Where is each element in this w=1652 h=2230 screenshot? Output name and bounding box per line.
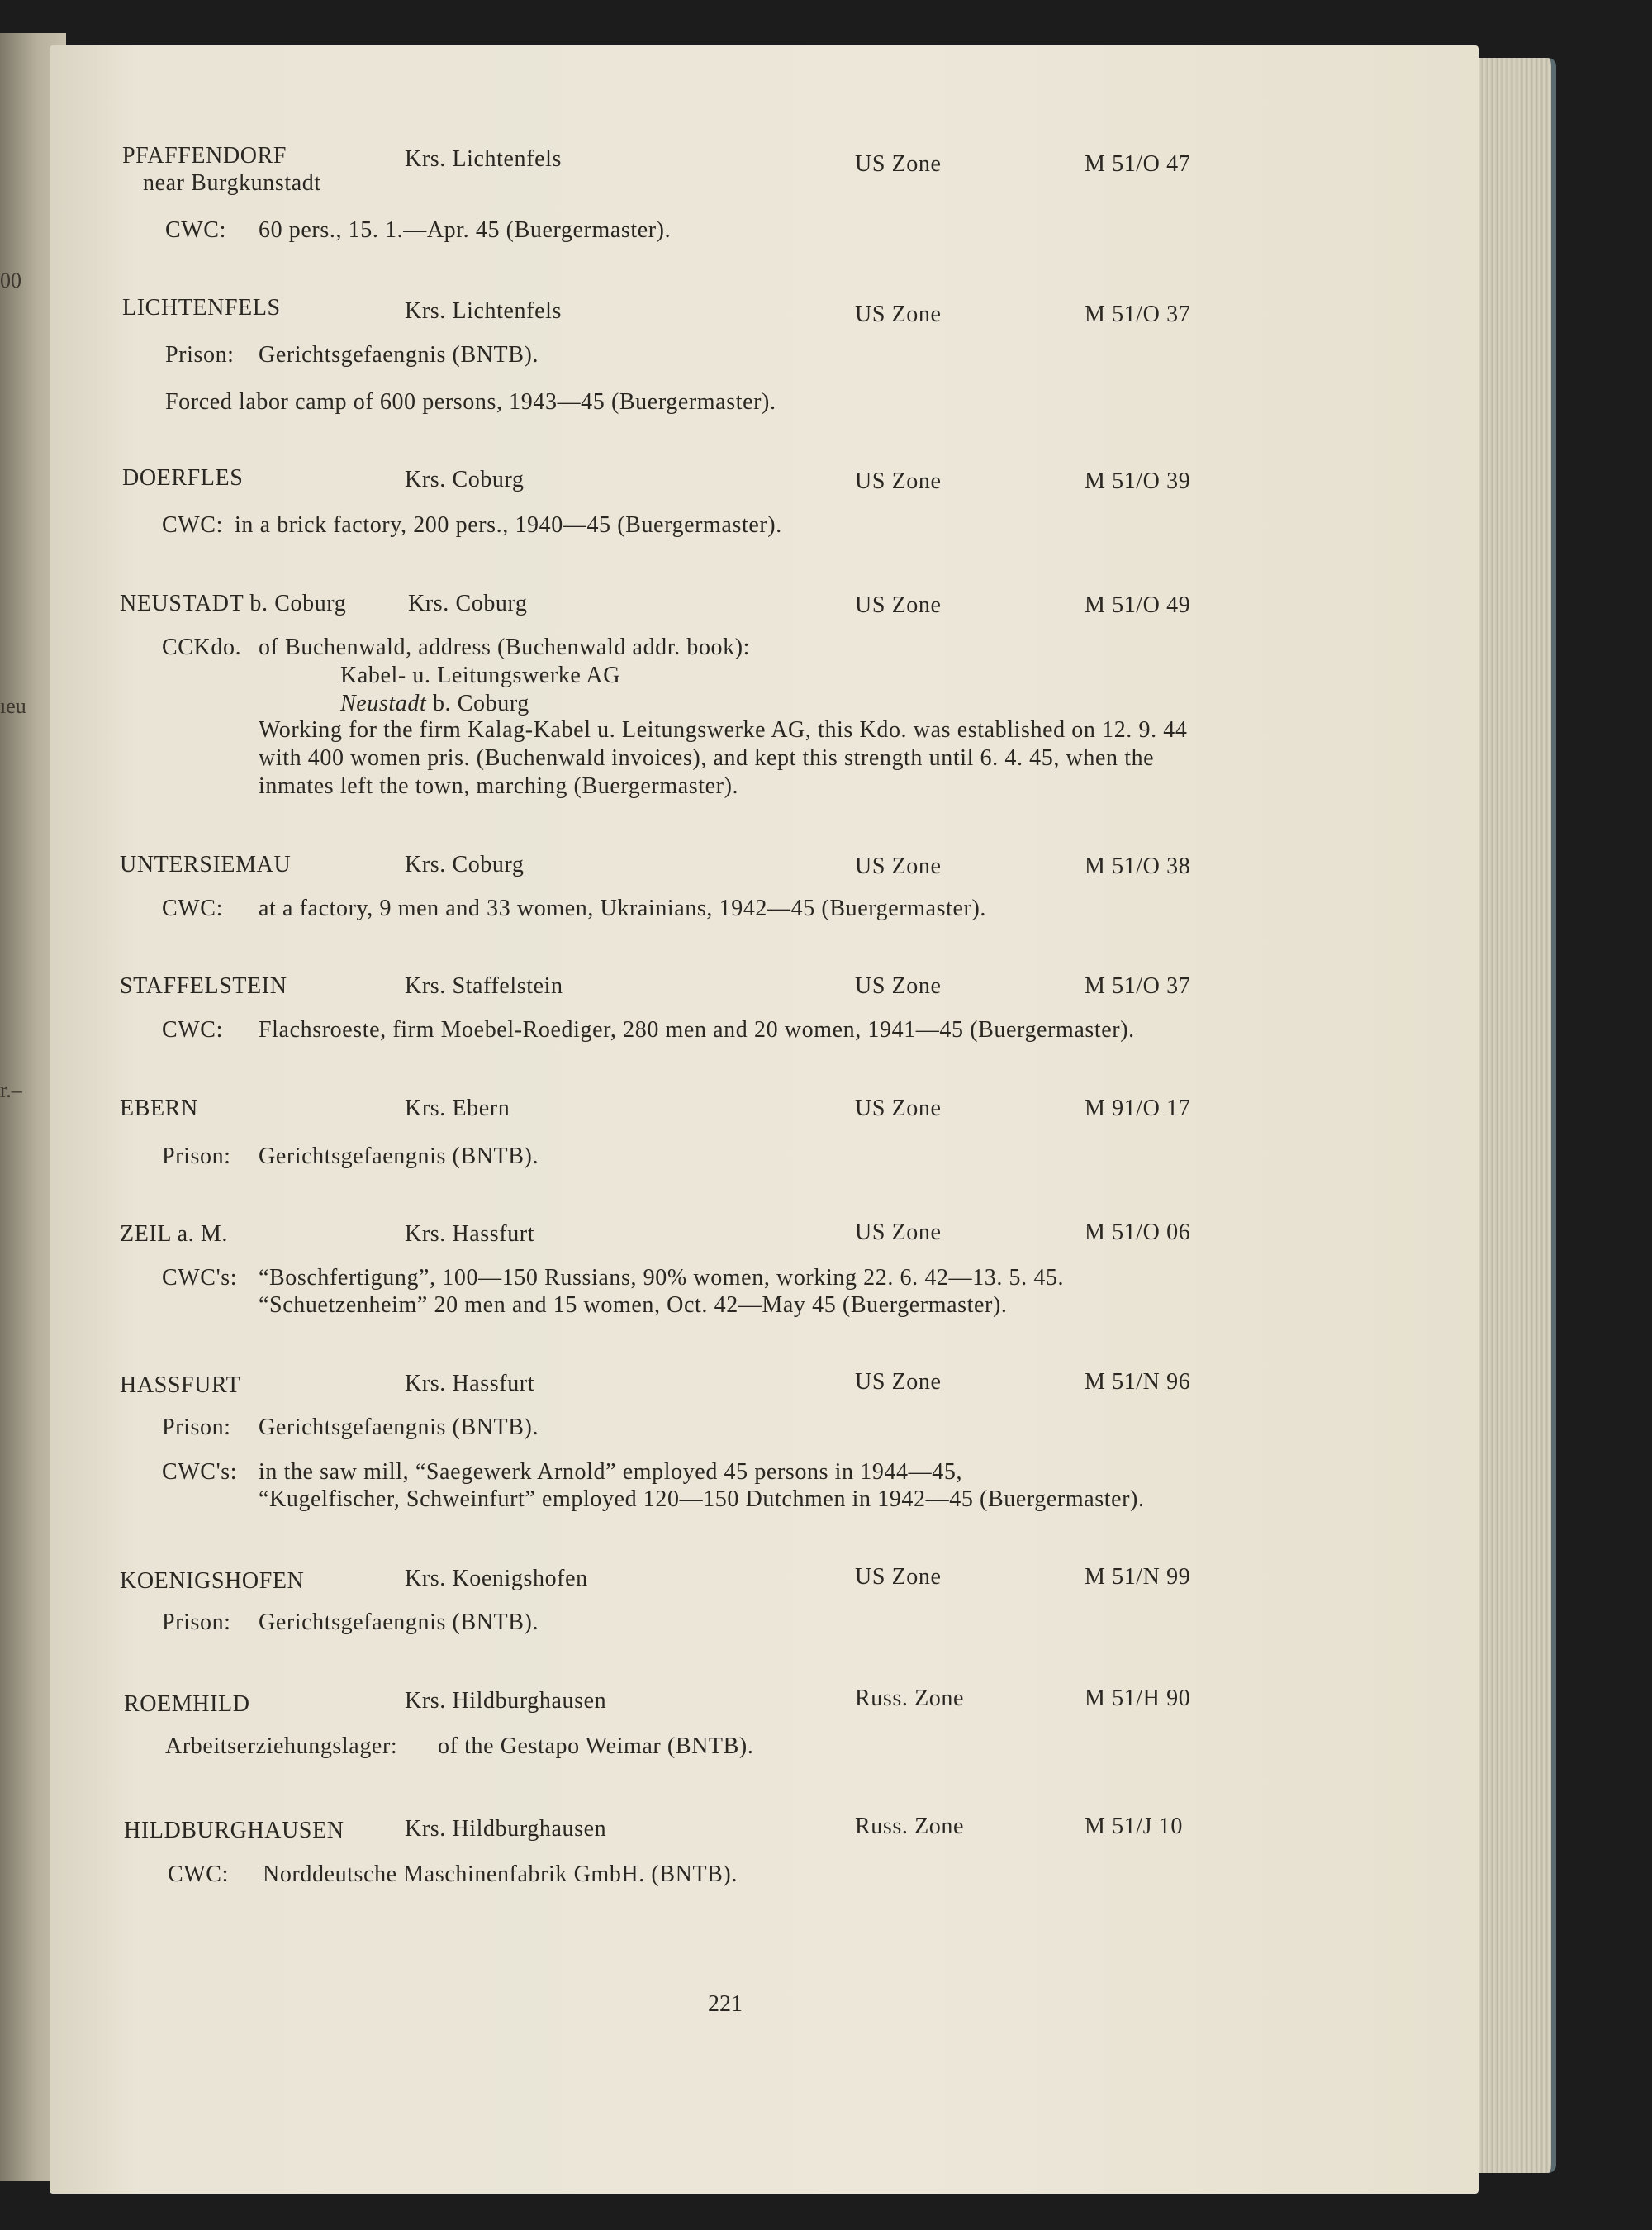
entry-detail-text-rest: b. Coburg [426, 691, 529, 716]
entry-detail-label: CWC: [162, 1017, 223, 1043]
entry-detail-text: “Kugelfischer, Schweinfurt” employed 120—150 Dutchmen in 1942—45 (Buergermaster). [259, 1486, 1145, 1512]
entry-map-ref: M 51/J 10 [1085, 1814, 1183, 1839]
entry-detail-text [340, 691, 529, 717]
entry-detail-text: of the Gestapo Weimar (BNTB). [438, 1733, 754, 1759]
entry-name: ZEIL a. M. [120, 1221, 228, 1247]
entry-zone: US Zone [855, 151, 942, 177]
entry-detail-text: with 400 women pris. (Buchenwald invoices), and kept this strength until 6. 4. 45, when the [259, 745, 1155, 771]
entry-zone: US Zone [855, 1220, 942, 1245]
entry-name: HASSFURT [120, 1372, 241, 1398]
prev-page-fragment: r.– [0, 1078, 22, 1102]
entry-detail-text: Flachsroeste, firm Moebel-Roediger, 280 men and 20 women, 1941—45 (Buergermaster). [259, 1017, 1135, 1043]
entry-name: NEUSTADT b. Coburg [120, 591, 347, 616]
entry-detail-text: in the saw mill, “Saegewerk Arnold” employed 45 persons in 1944—45, [259, 1459, 963, 1485]
entry-zone: US Zone [855, 853, 942, 879]
entry-detail-label: Prison: [165, 342, 235, 368]
entry-detail-text: “Schuetzenheim” 20 men and 15 women, Oct. 42—May 45 (Buergermaster). [259, 1292, 1008, 1318]
entry-district: Krs. Hildburghausen [405, 1688, 607, 1714]
entry-name: PFAFFENDORF [122, 143, 287, 169]
entry-map-ref: M 51/O 37 [1085, 973, 1191, 999]
entry-detail-label: CWC: [162, 512, 223, 538]
entry-map-ref: M 51/H 90 [1085, 1686, 1191, 1711]
entry-detail-text: Gerichtsgefaengnis (BNTB). [259, 1144, 539, 1169]
entry-detail-label: CWC: [162, 896, 223, 921]
entry-district: Krs. Coburg [408, 591, 528, 616]
entry-detail-label: CWC: [168, 1862, 229, 1887]
entry-detail-text: inmates left the town, marching (Buergermaster). [259, 773, 739, 799]
entry-zone: US Zone [855, 973, 942, 999]
entry-district: Krs. Ebern [405, 1096, 510, 1121]
entry-district: Krs. Hildburghausen [405, 1816, 607, 1842]
prev-page-fragment: 00 [0, 269, 21, 292]
entry-map-ref: M 51/O 38 [1085, 853, 1191, 879]
entry-name: LICHTENFELS [122, 295, 281, 321]
entry-map-ref: M 91/O 17 [1085, 1096, 1191, 1121]
entry-detail-text: Forced labor camp of 600 persons, 1943—45 (Buergermaster). [165, 389, 776, 415]
entry-zone: Russ. Zone [855, 1814, 964, 1839]
entry-detail-label: CWC's: [162, 1459, 238, 1485]
entry-map-ref: M 51/O 39 [1085, 468, 1191, 494]
entry-detail-label: CCKdo. [162, 635, 242, 660]
entry-detail-text: Gerichtsgefaengnis (BNTB). [259, 1415, 539, 1440]
entry-map-ref: M 51/O 37 [1085, 302, 1191, 327]
entry-name: KOENIGSHOFEN [120, 1568, 305, 1594]
entry-district: Krs. Lichtenfels [405, 146, 562, 172]
entry-detail-label: CWC's: [162, 1265, 238, 1291]
entry-detail-text: in a brick factory, 200 pers., 1940—45 (Buergermaster). [235, 512, 782, 538]
entry-district: Krs. Staffelstein [405, 973, 563, 999]
entry-map-ref: M 51/O 49 [1085, 592, 1191, 618]
entry-subname: near Burgkunstadt [143, 170, 321, 196]
entry-name: ROEMHILD [124, 1691, 250, 1717]
entry-zone: US Zone [855, 1096, 942, 1121]
entry-map-ref: M 51/N 96 [1085, 1369, 1191, 1395]
book-page-stack [1477, 58, 1556, 2173]
entry-detail-text: at a factory, 9 men and 33 women, Ukrainians, 1942—45 (Buergermaster). [259, 896, 986, 921]
entry-detail-text: “Boschfertigung”, 100—150 Russians, 90% women, working 22. 6. 42—13. 5. 45. [259, 1265, 1065, 1291]
entry-name: EBERN [120, 1096, 198, 1121]
page-number: 221 [708, 1991, 743, 2017]
entry-zone: US Zone [855, 468, 942, 494]
entry-zone: US Zone [855, 1564, 942, 1590]
entry-district: Krs. Coburg [405, 852, 525, 877]
entry-map-ref: M 51/O 06 [1085, 1220, 1191, 1245]
entry-detail-italic: Neustadt [340, 691, 427, 716]
entry-name: DOERFLES [122, 465, 244, 491]
prev-page-fragment: ıeu [0, 694, 26, 718]
entry-detail-label: CWC: [165, 217, 226, 243]
entry-map-ref: M 51/N 99 [1085, 1564, 1191, 1590]
entry-zone: US Zone [855, 592, 942, 618]
entry-zone: Russ. Zone [855, 1686, 964, 1711]
entry-name: UNTERSIEMAU [120, 852, 292, 877]
entry-name: HILDBURGHAUSEN [124, 1818, 344, 1843]
entry-detail-text: Gerichtsgefaengnis (BNTB). [259, 1609, 539, 1635]
entry-detail-text: Working for the firm Kalag-Kabel u. Leitungswerke AG, this Kdo. was established on 12. 9. 44 [259, 717, 1188, 743]
entry-detail-text: 60 pers., 15. 1.—Apr. 45 (Buergermaster). [259, 217, 672, 243]
entry-zone: US Zone [855, 1369, 942, 1395]
entry-detail-text: Kabel- u. Leitungswerke AG [340, 663, 621, 688]
entry-map-ref: M 51/O 47 [1085, 151, 1191, 177]
entry-zone: US Zone [855, 302, 942, 327]
entry-detail-text: of Buchenwald, address (Buchenwald addr. book): [259, 635, 751, 660]
entry-district: Krs. Coburg [405, 467, 525, 492]
entry-detail-text: Norddeutsche Maschinenfabrik GmbH. (BNTB). [263, 1862, 738, 1887]
entry-district: Krs. Hassfurt [405, 1371, 535, 1396]
entry-detail-label: Arbeitserziehungslager: [165, 1733, 398, 1759]
entry-detail-label: Prison: [162, 1415, 231, 1440]
entry-detail-label: Prison: [162, 1144, 231, 1169]
entry-district: Krs. Lichtenfels [405, 298, 562, 324]
entry-detail-label: Prison: [162, 1609, 231, 1635]
entry-district: Krs. Koenigshofen [405, 1566, 588, 1591]
entry-district: Krs. Hassfurt [405, 1221, 535, 1247]
entry-name: STAFFELSTEIN [120, 973, 287, 999]
entry-detail-text: Gerichtsgefaengnis (BNTB). [259, 342, 539, 368]
